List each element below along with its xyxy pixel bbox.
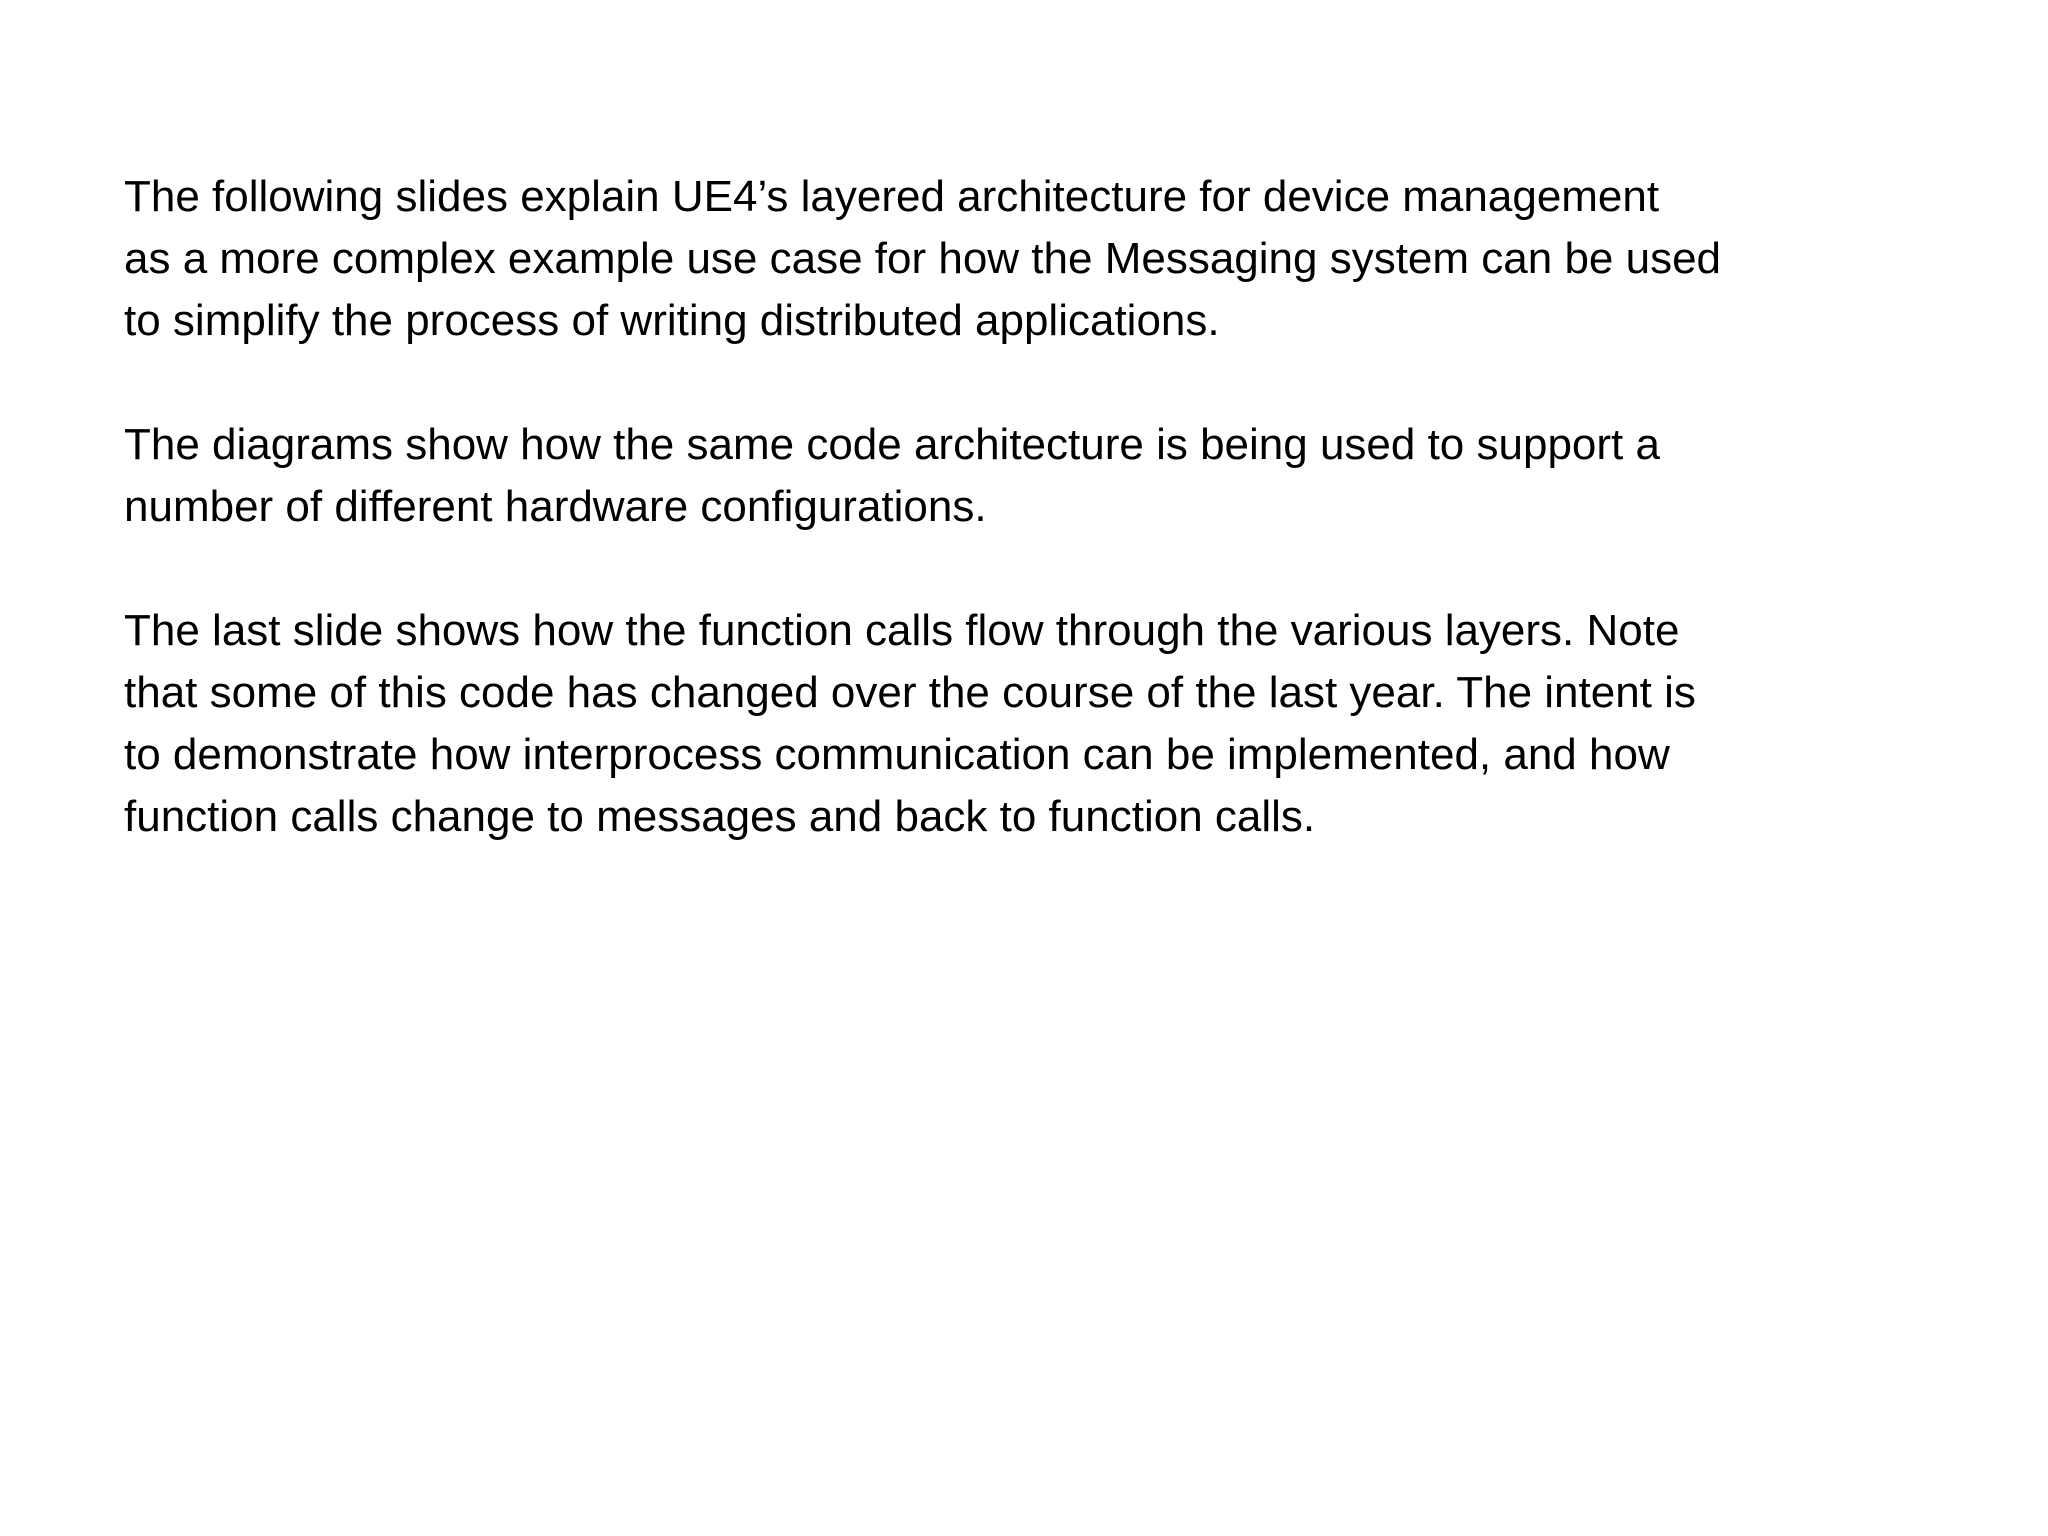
notes-text-block bbox=[124, 166, 1924, 910]
text-line: The diagrams show how the same code architecture is being used to support a bbox=[124, 420, 1660, 469]
text-line: The following slides explain UE4’s layered architecture for device management bbox=[124, 172, 1660, 221]
text-line: that some of this code has changed over the course of the last year. The intent is bbox=[124, 668, 1696, 717]
text-line: to demonstrate how interprocess communication can be implemented, and how bbox=[124, 730, 1670, 779]
paragraph-diagrams bbox=[124, 414, 1924, 538]
text-line: as a more complex example use case for how the Messaging system can be used bbox=[124, 234, 1722, 283]
text-line: function calls change to messages and back to function calls. bbox=[124, 792, 1316, 841]
paragraph-intro bbox=[124, 166, 1924, 352]
text-line: to simplify the process of writing distributed applications. bbox=[124, 296, 1220, 345]
text-line: number of different hardware configurations. bbox=[124, 482, 987, 531]
paragraph-last-slide bbox=[124, 600, 1924, 848]
text-line: The last slide shows how the function calls flow through the various layers. Note bbox=[124, 606, 1680, 655]
